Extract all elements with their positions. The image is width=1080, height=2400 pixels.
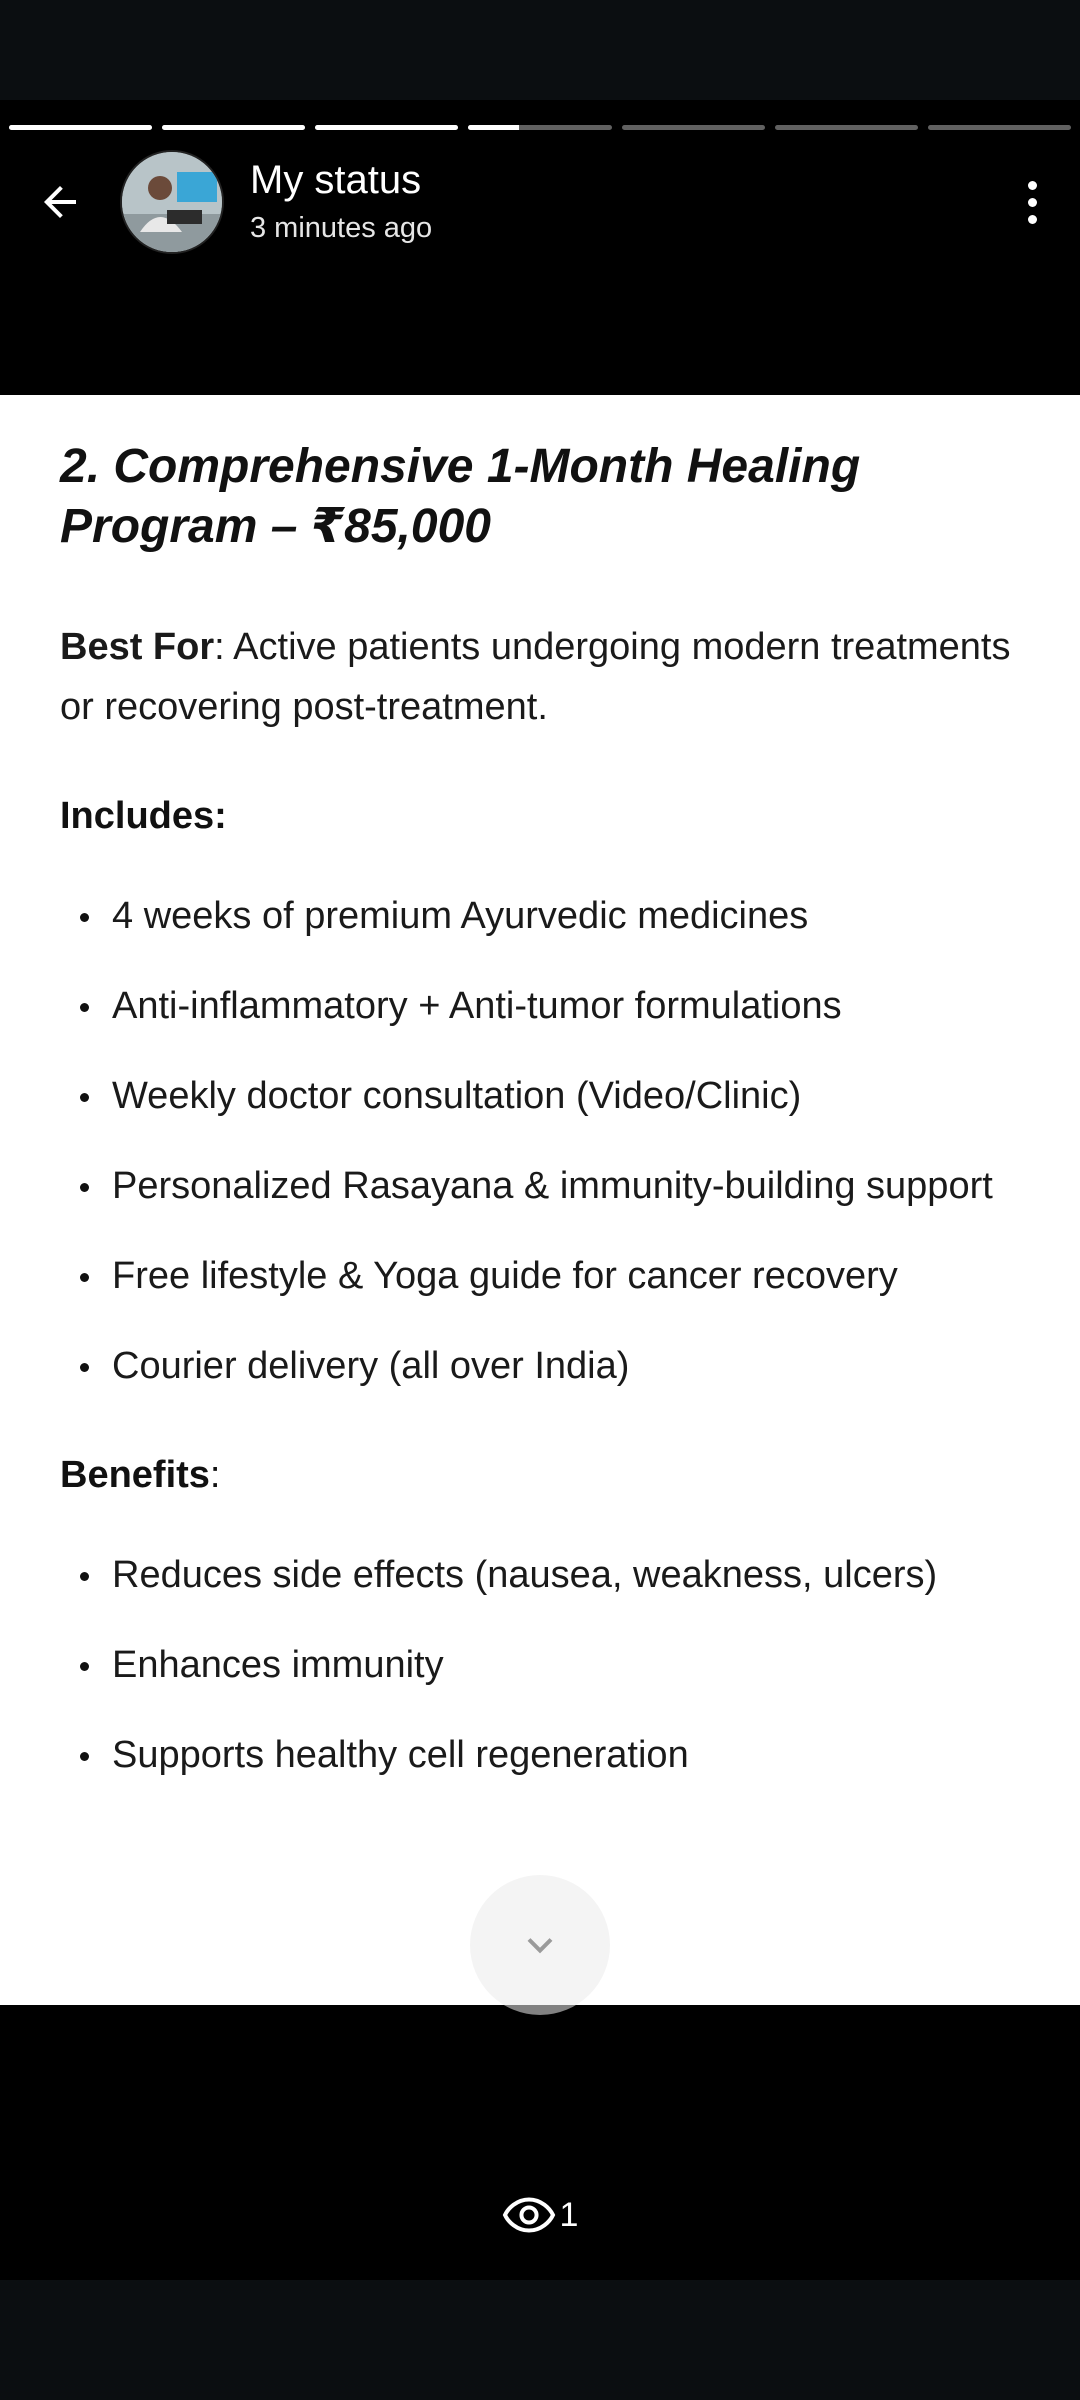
status-progress-bar [9, 125, 1071, 130]
eye-icon [502, 2195, 556, 2235]
benefits-heading [60, 1454, 1020, 1497]
top-bar [0, 0, 1080, 100]
view-count[interactable] [0, 2195, 1080, 2235]
back-button[interactable] [28, 170, 92, 234]
status-header [0, 140, 1080, 260]
progress-segment [928, 125, 1071, 130]
progress-segment-current [468, 125, 611, 130]
progress-segment [9, 125, 152, 130]
includes-list [60, 886, 1020, 1396]
list-item: Weekly doctor consultation (Video/Clinic) [60, 1066, 1020, 1126]
list-item: Free lifestyle & Yoga guide for cancer recovery [60, 1246, 1020, 1306]
status-timestamp: 3 minutes ago [250, 212, 433, 244]
more-options-button[interactable] [1012, 170, 1052, 234]
includes-heading: Includes: [60, 795, 227, 837]
status-image [0, 395, 1080, 2005]
arrow-left-icon [36, 178, 84, 226]
avatar[interactable] [120, 150, 224, 254]
list-item: Personalized Rasayana & immunity-building support [60, 1156, 1020, 1216]
program-heading: 2. Comprehensive 1-Month Healing Program – ₹85,000 [60, 440, 861, 553]
list-item: 4 weeks of premium Ayurvedic medicines [60, 886, 1020, 946]
list-item: Enhances immunity [60, 1635, 1020, 1695]
benefits-colon: : [209, 1454, 221, 1496]
progress-segment [775, 125, 918, 130]
list-item: Reduces side effects (nausea, weakness, ulcers) [60, 1545, 1020, 1605]
more-vert-icon [1028, 181, 1037, 190]
chevron-down-icon [518, 1923, 562, 1967]
scroll-down-button[interactable] [470, 1875, 610, 2015]
status-title: My status [250, 158, 422, 202]
list-item: Supports healthy cell regeneration [60, 1725, 1020, 1785]
bottom-bar [0, 2280, 1080, 2400]
best-for-paragraph [60, 617, 1020, 737]
avatar-image [122, 152, 222, 252]
list-item: Anti-inflammatory + Anti-tumor formulations [60, 976, 1020, 1036]
view-count-number: 1 [559, 2195, 579, 2234]
progress-segment [315, 125, 458, 130]
progress-segment [622, 125, 765, 130]
best-for-label: Best For [60, 626, 215, 668]
benefits-list [60, 1545, 1020, 1785]
benefits-label: Benefits [60, 1454, 210, 1496]
best-for-text: : Active patients undergoing modern treatments or recovering post-treatment. [60, 626, 1011, 728]
progress-segment [162, 125, 305, 130]
list-item: Courier delivery (all over India) [60, 1336, 1020, 1396]
